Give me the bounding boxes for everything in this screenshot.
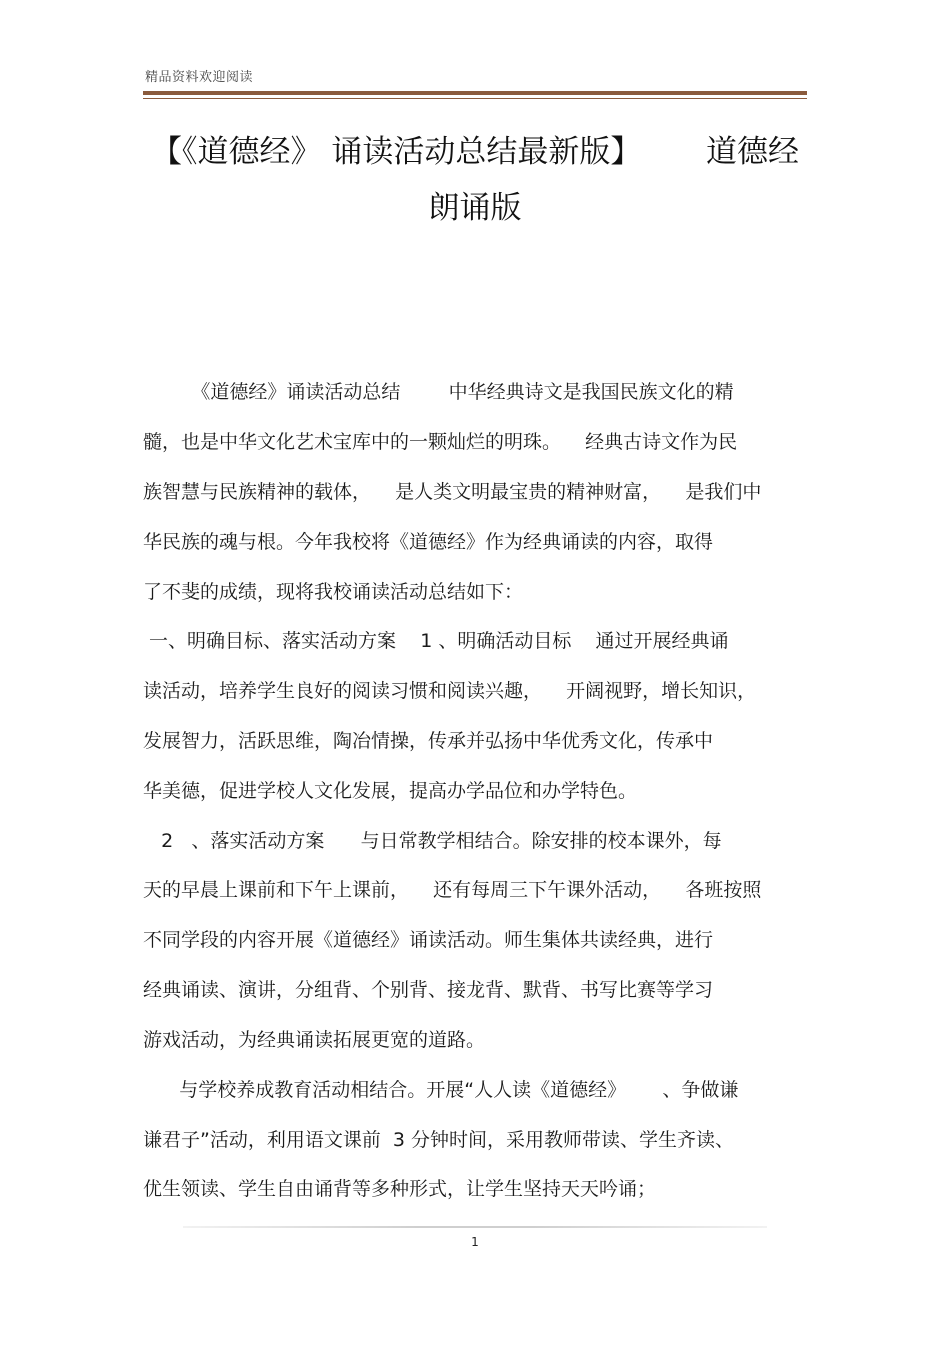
body-line-14: 游戏活动，为经典诵读拓展更宽的道路。 bbox=[143, 1029, 486, 1051]
body-line-1: 《道德经》诵读活动总结 中华经典诗文是我国民族文化的精 bbox=[143, 381, 734, 403]
title-main-text: 【《道德经》 诵读活动总结最新版】 bbox=[151, 134, 642, 170]
body-line-5: 了不斐的成绩，现将我校诵读活动总结如下： bbox=[143, 581, 524, 603]
footer-rule bbox=[183, 1226, 767, 1228]
header-rule-thick bbox=[143, 91, 807, 95]
body-line-6: 一、明确目标、落实活动方案 1 、明确活动目标 通过开展经典诵 bbox=[143, 630, 729, 652]
body-line-4: 华民族的魂与根。今年我校将《道德经》作为经典诵读的内容，取得 bbox=[143, 531, 714, 553]
title-line-2: 朗诵版 bbox=[428, 190, 522, 226]
body-line-2: 髓，也是中华文化艺术宝库中的一颗灿烂的明珠。 经典古诗文作为民 bbox=[143, 431, 738, 453]
body-line-11: 天的早晨上课前和下午上课前， 还有每周三下午课外活动， 各班按照 bbox=[143, 879, 762, 901]
title-suffix-text: 道德经 bbox=[706, 134, 799, 170]
body-line-15: 与学校养成教育活动相结合。开展“人人读《道德经》 、争做谦 bbox=[143, 1079, 739, 1101]
body-line-3: 族智慧与民族精神的载体， 是人类文明最宝贵的精神财富， 是我们中 bbox=[143, 481, 762, 503]
body-line-9: 华美德，促进学校人文化发展，提高办学品位和办学特色。 bbox=[143, 780, 638, 802]
body-line-13: 经典诵读、演讲，分组背、个别背、接龙背、默背、书写比赛等学习 bbox=[143, 979, 714, 1001]
title-line-1 bbox=[143, 124, 807, 180]
body-line-10: 2 、落实活动方案 与日常教学相结合。除安排的校本课外，每 bbox=[143, 830, 722, 852]
header-label: 精品资料欢迎阅读 bbox=[145, 70, 254, 85]
document-title bbox=[143, 124, 807, 236]
body-line-17: 优生领读、学生自由诵背等多种形式，让学生坚持天天吟诵； bbox=[143, 1178, 657, 1200]
body-line-7: 读活动，培养学生良好的阅读习惯和阅读兴趣， 开阔视野，增长知识， bbox=[143, 680, 757, 702]
page-number: 1 bbox=[471, 1235, 479, 1249]
body-line-8: 发展智力，活跃思维，陶冶情操，传承并弘扬中华优秀文化，传承中 bbox=[143, 730, 714, 752]
header-rule-thin bbox=[143, 98, 807, 99]
body-line-16: 谦君子”活动，利用语文课前 3 分钟时间，采用教师带读、学生齐读、 bbox=[143, 1129, 735, 1151]
body-line-12: 不同学段的内容开展《道德经》诵读活动。师生集体共读经典，进行 bbox=[143, 929, 714, 951]
